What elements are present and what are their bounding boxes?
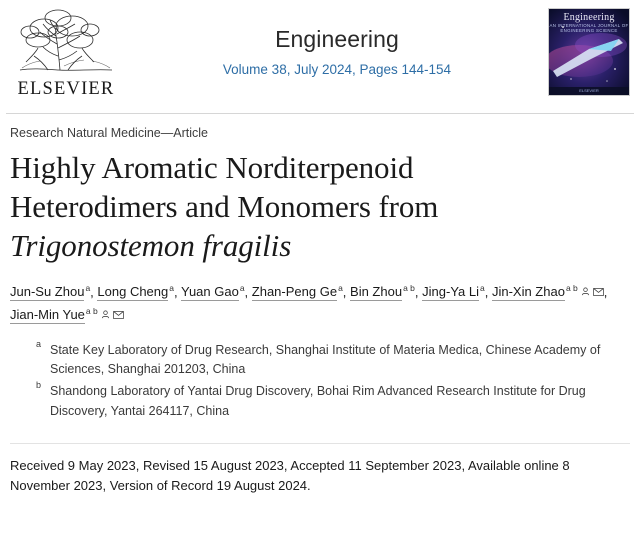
article-content [0, 114, 640, 496]
envelope-icon[interactable] [593, 281, 604, 303]
affiliation-list [36, 338, 630, 422]
author-separator: , [414, 284, 423, 300]
journal-info [126, 6, 548, 77]
author-item[interactable] [181, 284, 245, 299]
author-item[interactable] [350, 284, 415, 299]
affiliation-item [36, 382, 630, 421]
author-item[interactable] [97, 284, 174, 299]
author-separator: , [603, 284, 608, 300]
person-icon[interactable] [101, 304, 110, 326]
article-type: Research Natural Medicine—Article [10, 126, 208, 140]
cover-publisher: ELSEVIER [579, 88, 599, 93]
article-history: Received 9 May 2023, Revised 15 August 2023, Accepted 11 September 2023, Available online 8 November 2023, Version of Record 19 August 2024. [10, 443, 630, 496]
author-affiliation-mark: a b [403, 283, 415, 294]
cover-title: Engineering [563, 12, 615, 23]
affiliation-text: Shandong Laboratory of Yantai Drug Discovery, Bohai Rim Advanced Research Institute for Drug Discovery, Yantai 264117, China [50, 384, 586, 418]
author-separator: , [244, 284, 252, 300]
author-item[interactable] [492, 284, 604, 299]
affiliation-item [36, 338, 630, 380]
author-name[interactable]: Jin-Xin Zhao [491, 284, 565, 300]
header-divider [6, 113, 634, 114]
person-icon[interactable] [581, 281, 590, 303]
affiliation-mark: b [36, 380, 42, 391]
author-affiliation-mark: a [85, 283, 91, 294]
title-line-1: Highly Aromatic Norditerpenoid [10, 150, 414, 185]
author-name[interactable]: Zhan-Peng Ge [251, 284, 338, 300]
author-affiliation-mark: a [169, 283, 174, 294]
author-affiliation-mark: a [479, 283, 485, 294]
journal-title[interactable]: Engineering [275, 26, 399, 52]
journal-cover[interactable] [548, 6, 634, 96]
author-item[interactable] [422, 284, 485, 299]
author-name[interactable]: Jun-Su Zhou [10, 284, 85, 300]
page-title [10, 148, 630, 265]
author-affiliation-mark: a b [565, 283, 578, 294]
author-item[interactable] [10, 307, 124, 322]
author-separator: , [173, 284, 181, 300]
author-list [10, 281, 630, 326]
journal-volume-pages[interactable]: Volume 38, July 2024, Pages 144-154 [222, 62, 452, 77]
page-header [0, 0, 640, 114]
author-affiliation-mark: a [338, 283, 343, 294]
affiliation-mark: a [36, 338, 42, 349]
title-line-2: Heterodimers and Monomers from [10, 189, 439, 225]
cover-subtitle: AN INTERNATIONAL JOURNAL OF ENGINEERING SCIENCE [549, 23, 629, 33]
author-item[interactable] [252, 284, 343, 299]
author-affiliation-mark: a [239, 283, 245, 294]
author-separator: , [342, 284, 351, 300]
envelope-icon[interactable] [113, 304, 124, 326]
author-separator: , [90, 284, 98, 300]
author-name[interactable]: Long Cheng [97, 284, 169, 300]
author-item[interactable] [10, 284, 90, 299]
author-name[interactable]: Jian-Min Yue [10, 307, 85, 323]
author-name[interactable]: Yuan Gao [180, 284, 239, 300]
elsevier-tree-icon [14, 6, 118, 78]
title-line-3: Trigonostemon fragilis [10, 228, 292, 264]
elsevier-logo[interactable] [6, 6, 126, 100]
affiliation-text: State Key Laboratory of Drug Research, Shanghai Institute of Materia Medica, Chinese Academy of Sciences, Shanghai 201203, China [50, 342, 601, 376]
author-name[interactable]: Bin Zhou [350, 284, 403, 300]
elsevier-wordmark: ELSEVIER [17, 79, 115, 99]
author-affiliation-mark: a b [85, 305, 98, 316]
author-name[interactable]: Jing-Ya Li [422, 284, 479, 300]
author-separator: , [484, 284, 492, 300]
